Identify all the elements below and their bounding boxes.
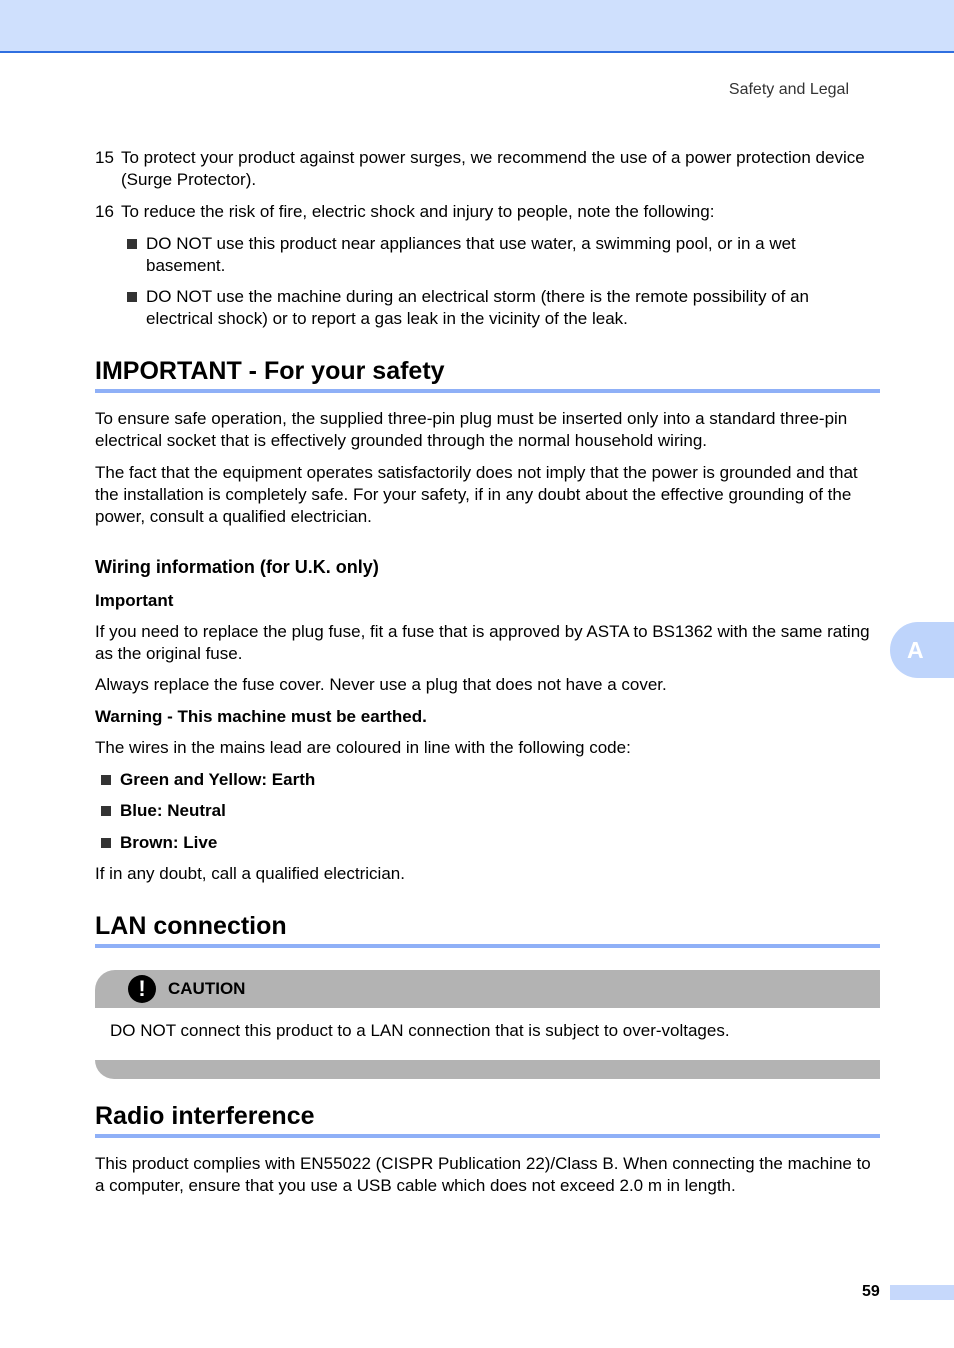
paragraph bbox=[95, 408, 880, 452]
lan-section bbox=[95, 911, 880, 948]
label-text: Warning - This machine must be earthed. bbox=[95, 707, 427, 726]
paragraph bbox=[95, 1153, 880, 1197]
paragraph bbox=[95, 621, 880, 665]
appendix-tab: A bbox=[890, 622, 954, 678]
paragraph-text: DO NOT connect this product to a LAN connection that is subject to over-voltages. bbox=[110, 1021, 730, 1040]
square-bullet-icon bbox=[101, 806, 111, 816]
page-number: 59 bbox=[862, 1283, 880, 1300]
paragraph bbox=[95, 462, 880, 528]
section-heading: Radio interference bbox=[95, 1101, 880, 1138]
caution-text bbox=[110, 1020, 880, 1042]
square-bullet-icon bbox=[101, 775, 111, 785]
caution-icon: ! bbox=[128, 975, 156, 1003]
warning-label bbox=[95, 706, 880, 728]
paragraph-text: To ensure safe operation, the supplied three-pin plug must be inserted only into a standard three-pin electrical socket that is effectively grounded through the normal household wiring. bbox=[95, 409, 848, 450]
sub-bullet bbox=[127, 286, 872, 330]
caution-box-header bbox=[95, 970, 880, 1008]
important-section bbox=[95, 356, 880, 393]
paragraph bbox=[95, 737, 880, 759]
sub-bullet-text: DO NOT use this product near appliances that use water, a swimming pool, or in a wet basement. bbox=[146, 234, 796, 275]
sub-bullet-text: DO NOT use the machine during an electrical storm (there is the remote possibility of an electrical shock) or to report a gas leak in the vicinity of the leak. bbox=[146, 287, 809, 328]
radio-section bbox=[95, 1101, 880, 1138]
wire-code-item bbox=[101, 800, 886, 822]
wire-code-item bbox=[101, 769, 886, 791]
caution-box-footer bbox=[95, 1060, 880, 1079]
list-number: 15 bbox=[95, 148, 114, 167]
list-text: To protect your product against power surges, we recommend the use of a power protection device (Surge Protector). bbox=[121, 148, 865, 189]
header-bar bbox=[0, 0, 954, 53]
list-item-16 bbox=[95, 201, 880, 223]
paragraph-text: If in any doubt, call a qualified electrician. bbox=[95, 864, 405, 883]
section-heading: IMPORTANT - For your safety bbox=[95, 356, 880, 393]
wire-code-text: Brown: Live bbox=[120, 833, 218, 852]
wire-code-text: Green and Yellow: Earth bbox=[120, 770, 316, 789]
running-title: Safety and Legal bbox=[728, 81, 849, 98]
important-label bbox=[95, 590, 880, 612]
paragraph-text: This product complies with EN55022 (CISPR Publication 22)/Class B. When connecting the machine to a computer, ensure that you use a USB cable which does not exceed 2.0 m in length. bbox=[95, 1154, 871, 1195]
paragraph-text: The wires in the mains lead are coloured in line with the following code: bbox=[95, 738, 631, 757]
square-bullet-icon bbox=[101, 838, 111, 848]
wiring-heading bbox=[95, 556, 880, 578]
section-heading: LAN connection bbox=[95, 911, 880, 948]
page-tab bbox=[890, 1285, 954, 1300]
paragraph-text: If you need to replace the plug fuse, fit a fuse that is approved by ASTA to BS1362 with the same rating as the original fuse. bbox=[95, 622, 870, 663]
wire-code-item bbox=[101, 832, 886, 854]
square-bullet-icon bbox=[127, 239, 137, 249]
square-bullet-icon bbox=[127, 292, 137, 302]
subsection-heading: Wiring information (for U.K. only) bbox=[95, 557, 379, 577]
list-number: 16 bbox=[95, 202, 114, 221]
caution-label: CAUTION bbox=[168, 979, 246, 998]
list-item-15 bbox=[95, 147, 880, 191]
paragraph-text: The fact that the equipment operates satisfactorily does not imply that the power is grounded and that the installation is completely safe. For your safety, if in any doubt about the effective grounding of the power, consult a qualified electrician. bbox=[95, 463, 858, 526]
paragraph bbox=[95, 674, 880, 696]
list-text: To reduce the risk of fire, electric shock and injury to people, note the following: bbox=[121, 202, 715, 221]
label-text: Important bbox=[95, 591, 174, 610]
paragraph bbox=[95, 863, 880, 885]
paragraph-text: Always replace the fuse cover. Never use a plug that does not have a cover. bbox=[95, 675, 667, 694]
sub-bullet bbox=[127, 233, 872, 277]
wire-code-text: Blue: Neutral bbox=[120, 801, 226, 820]
